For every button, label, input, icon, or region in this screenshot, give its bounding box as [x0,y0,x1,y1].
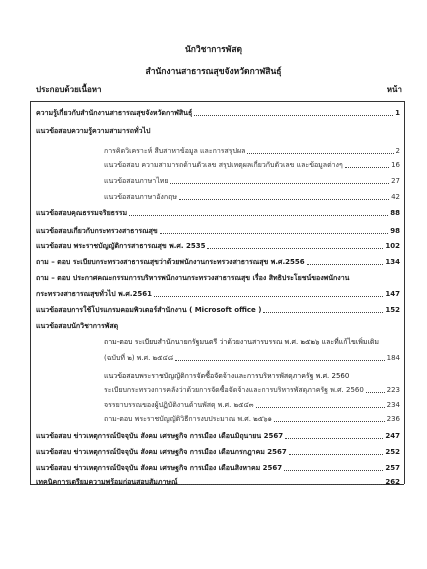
toc-entry-page: 184 [386,354,400,362]
toc-entry-page: 147 [385,290,400,298]
toc-entry-title: เทคนิคการเตรียมความพร้อมก่อนสอบสัมภาษณ์ [36,478,178,486]
toc-entry-title: แนวข้อสอบนักวิชาการพัสดุ [36,322,119,330]
toc-entry [36,463,400,473]
toc-entry-title: ระเบียบกระทรวงการคลังว่าด้วยการจัดซื้อจัดจ้างและการบริหารพัสดุภาครัฐ พ.ศ. 2560 [104,386,364,394]
toc-entry-page: 152 [385,306,400,314]
toc-entry-title: จรรยาบรรณของผู้ปฏิบัติงานด้านพัสดุ พ.ศ. ๒๕๔๓ [104,401,254,409]
toc-entry [104,371,349,381]
document-subtitle: สำนักงานสาธารณสุขจังหวัดกาฬสินธุ์ [145,67,282,77]
toc-entry-page: 257 [385,464,400,472]
toc-entry [36,126,150,136]
toc-entry [104,353,400,363]
toc-entry [104,192,400,202]
toc-entry-page: 262 [385,478,400,486]
toc-dot-leader [307,263,384,265]
toc-dot-leader [194,114,393,116]
toc-entry [104,146,400,156]
toc-entry-title: ถาม – ตอบ ประกาศคณะกรรมการบริหารพนักงานกระทรวงสาธารณสุข เรื่อง สิทธิประโยชน์ของพนักงาน [36,274,350,282]
toc-entry-title: แนวข้อสอบ พระราชบัญญัติการสาธารณสุข พ.ศ. 2535 [36,242,206,250]
toc-entry-page: 2 [395,147,400,155]
toc-entry [104,385,400,395]
toc-entry [36,108,400,118]
toc-entry-title: แนวข้อสอบ ความสามารถด้านตัวเลข สรุปเหตุผลเกี่ยวกับตัวเลข และข้อมูลต่างๆ [104,161,343,169]
toc-dot-leader [285,437,383,439]
toc-entry-title: แนวข้อสอบภาษาอังกฤษ [104,193,177,201]
toc-entry [36,226,400,236]
toc-dot-leader [284,469,383,471]
toc-entry [104,400,400,410]
toc-entry-page: 102 [385,242,400,250]
toc-entry-page: 42 [391,193,400,201]
toc-entry [36,321,118,331]
toc-entry [104,160,400,170]
toc-entry-title: แนวข้อสอบ ข่าวเหตุการณ์ปัจจุบัน สังคม เศรษฐกิจ การเมือง เดือนกรกฎาคม 2567 [36,448,287,456]
toc-entry [104,414,400,424]
toc-dot-leader [263,311,383,313]
toc-entry [36,477,400,487]
toc-dot-leader [154,295,383,297]
toc-dot-leader [274,420,385,422]
toc-entry-title: ความรู้เกี่ยวกับสำนักงานสาธารณสุขจังหวัดกาฬสินธุ์ [36,109,193,117]
toc-entry [36,241,400,251]
toc-entry-title: ถาม-ตอบ พระราชบัญญัติวิธีการงบประมาณ พ.ศ. ๒๕๖๑ [104,415,272,423]
toc-dot-leader [345,166,389,168]
page-column-label: หน้า [386,85,402,94]
toc-dot-leader [366,391,385,393]
toc-dot-leader [160,232,389,234]
toc-dot-leader [247,152,393,154]
toc-entry-title: แนวข้อสอบพระราชบัญญัติการจัดซื้อจัดจ้างและการบริหารพัสดุภาครัฐ พ.ศ. 2560 [104,372,350,380]
toc-entry-title: กระทรวงสาธารณสุขทั่วไป พ.ศ.2561 [36,290,153,298]
toc-entry-page: 16 [391,161,400,169]
toc-entry-title: แนวข้อสอบเกี่ยวกับกระทรวงสาธารณสุข [36,227,158,235]
toc-entry [36,431,400,441]
toc-entry-page: 252 [385,448,400,456]
toc-entry-page: 223 [386,386,400,394]
toc-entry [36,289,400,299]
document-title: นักวิชาการพัสดุ [184,45,243,55]
toc-entry-title: ถาม-ตอบ ระเบียบสำนักนายกรัฐมนตรี ว่าด้วยงานสารบรรณ พ.ศ. ๒๕๒๖ และที่แก้ไขเพิ่มเติม [104,338,380,346]
toc-entry [104,176,400,186]
toc-dot-leader [207,247,383,249]
toc-entry-title: แนวข้อสอบ ข่าวเหตุการณ์ปัจจุบัน สังคม เศรษฐกิจ การเมือง เดือนสิงหาคม 2567 [36,464,283,472]
toc-dot-leader [256,406,385,408]
toc-entry [36,273,349,283]
contents-label: ประกอบด้วยเนื้อหา [36,85,102,94]
toc-dot-leader [289,453,384,455]
toc-entry-page: 1 [395,109,400,117]
toc-entry-page: 234 [386,401,400,409]
toc-entry-title: แนวข้อสอบภาษาไทย [104,177,169,185]
toc-entry [104,337,379,347]
toc-entry-title: แนวข้อสอบความรู้ความสามารถทั่วไป [36,127,151,135]
toc-entry-title: แนวข้อสอบคุณธรรมจริยธรรม [36,209,128,217]
toc-dot-leader [179,198,389,200]
toc-entry [36,447,400,457]
toc-dot-leader [175,359,384,361]
toc-entry-page: 27 [391,177,400,185]
toc-entry-title: (ฉบับที่ ๒) พ.ศ. ๒๕๔๘ [104,354,174,362]
toc-entry-title: ถาม – ตอบ ระเบียบกระทรวงสาธารณสุขว่าด้วยพนักงานกระทรวงสาธารณสุข พ.ศ.2556 [36,258,305,266]
toc-entry [36,305,400,315]
toc-entry-page: 134 [385,258,400,266]
toc-entry [36,208,400,218]
toc-entry-page: 98 [390,227,400,235]
toc-entry-page: 88 [390,209,400,217]
table-top-border [30,101,404,102]
toc-entry-title: การคิดวิเคราะห์ สืบสาหาข้อมูล และการสรุปผล [104,147,246,155]
toc-entry-page: 236 [386,415,400,423]
table-right-border [404,101,405,484]
toc-entry [36,257,400,267]
toc-entry-page: 247 [385,432,400,440]
toc-dot-leader [170,182,389,184]
toc-dot-leader [180,483,384,485]
toc-entry-title: แนวข้อสอบ ข่าวเหตุการณ์ปัจจุบัน สังคม เศรษฐกิจ การเมือง เดือนมิถุนายน 2567 [36,432,284,440]
toc-dot-leader [129,214,388,216]
toc-entry-title: แนวข้อสอบการใช้โปรแกรมคอมพิวเตอร์สำนักงาน ( Microsoft office ) [36,306,262,314]
table-left-border [30,101,31,484]
